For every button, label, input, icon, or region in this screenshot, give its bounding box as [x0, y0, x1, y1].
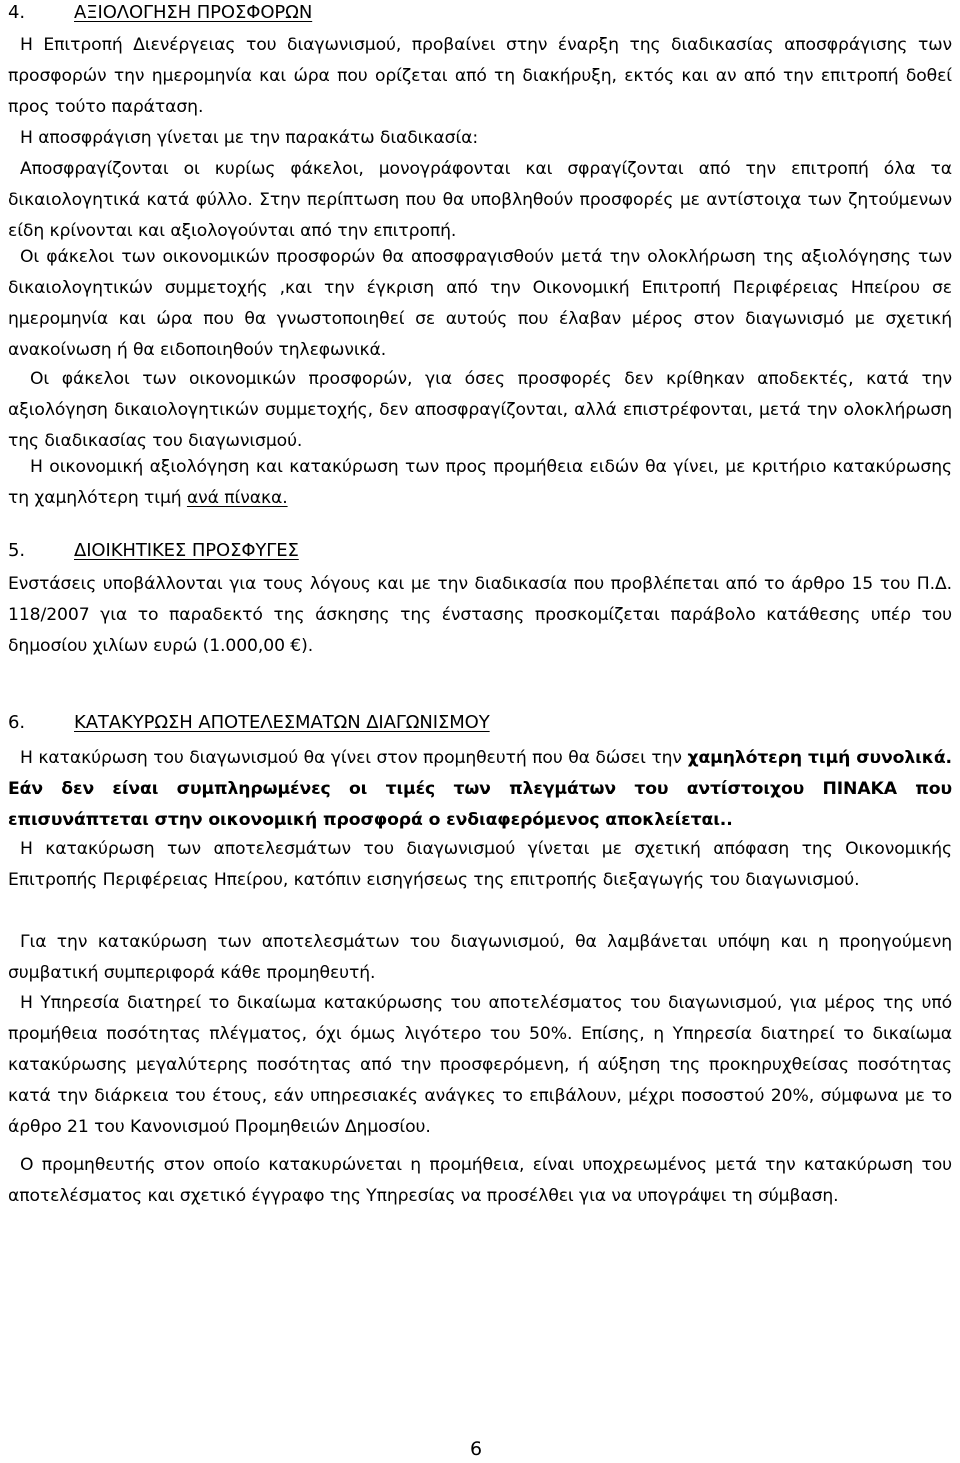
section-6-paragraph-3: Για την κατακύρωση των αποτελεσμάτων του διαγωνισμού, θα λαμβάνεται υπόψη και η προηγούμενη συμβατική συμπεριφορά κάθε προμηθευτή.	[8, 932, 952, 984]
section-6-paragraph-2: Η κατακύρωση των αποτελεσμάτων του διαγωνισμού γίνεται με σχετική απόφαση της Οικονομικής Επιτροπής Περιφέρειας Ηπείρου, κατόπιν εισηγήσεως της επιτροπής διεξαγωγής του διαγωνισμού.	[8, 839, 952, 891]
section-6-paragraph-1-part-b: χαμηλότερη τιμή συνολικά.	[687, 748, 952, 768]
section-5-heading	[8, 540, 299, 561]
section-6-paragraph-1-part-c: Εάν δεν είναι συμπληρωμένες οι τιμές των πλεγμάτων του αντίστοιχου ΠΙΝΑΚΑ που επισυνάπτεται στην οικονομική προσφορά ο ενδιαφερόμενος αποκλείεται..	[8, 779, 952, 831]
section-5-number: 5.	[8, 540, 25, 561]
page-number: 6	[470, 1438, 482, 1460]
section-4-paragraph-3-part-b: Στην περίπτωση που θα υποβληθούν προσφορές με αντίστοιχα των ζητούμενων είδη κρίνονται και αξιολογούνται από την επιτροπή.	[8, 190, 952, 242]
section-4-paragraph-2: Η αποσφράγιση γίνεται με την παρακάτω διαδικασία:	[20, 128, 479, 148]
section-4-paragraph-3	[8, 154, 952, 247]
section-4-heading	[8, 2, 312, 23]
section-4-paragraph-6-part-b: ανά πίνακα.	[186, 488, 288, 509]
section-4-paragraph-3-part-a: Αποσφραγίζονται οι κυρίως φάκελοι, μονογράφονται και σφραγίζονται από την επιτροπή όλα τα δικαιολογητικά κατά φύλλο.	[8, 159, 952, 211]
section-6-paragraph-4: Η Υπηρεσία διατηρεί το δικαίωμα κατακύρωσης του αποτελέσματος του διαγωνισμού, για μέρος της υπό προμήθεια ποσότητας πλέγματος, όχι όμως λιγότερο του 50%. Επίσης, η Υπηρεσία διατηρεί το δικαίωμα κατακύρωσης μεγαλύτερης ποσότητας από την προσφερόμενη, ή αύξηση της προκηρυχθείσας ποσότητας κατά την διάρκεια του έτους, εάν υπηρεσιακές ανάγκες το επιβάλουν, μέχρι ποσοστού 20%, σύμφωνα με το άρθρο 21 του Κανονισμού Προμηθειών Δημοσίου.	[8, 993, 952, 1138]
section-4-paragraph-6-part-a: Η οικονομική αξιολόγηση και κατακύρωση των προς προμήθεια ειδών θα γίνει, με κριτήριο κατακύρωσης τη χαμηλότερη τιμή	[8, 457, 952, 509]
section-4-number: 4.	[8, 2, 25, 23]
section-6-title: ΚΑΤΑΚΥΡΩΣΗ ΑΠΟΤΕΛΕΣΜΑΤΩΝ ΔΙΑΓΩΝΙΣΜΟΥ	[74, 712, 490, 733]
section-5-paragraph-1: Ενστάσεις υποβάλλονται για τους λόγους και με την διαδικασία που προβλέπεται από το άρθρο 15 του Π.Δ. 118/2007 για το παραδεκτό της άσκησης της ένστασης προσκομίζεται παράβολο κατάθεσης υπέρ του δημοσίου χιλίων ευρώ (1.000,00 €).	[8, 574, 952, 657]
section-4-title: ΑΞΙΟΛΟΓΗΣΗ ΠΡΟΣΦΟΡΩΝ	[74, 2, 313, 23]
section-5-title: ΔΙΟΙΚΗΤΙΚΕΣ ΠΡΟΣΦΥΓΕΣ	[74, 540, 299, 561]
section-6-heading	[8, 712, 490, 733]
section-4-paragraph-5: Οι φάκελοι των οικονομικών προσφορών, για όσες προσφορές δεν κρίθηκαν αποδεκτές, κατά την αξιολόγηση δικαιολογητικών συμμετοχής, δεν αποσφραγίζονται, αλλά επιστρέφονται, μετά την ολοκλήρωση της διαδικασίας του διαγωνισμού.	[8, 369, 952, 452]
section-6-paragraph-1	[8, 743, 952, 836]
section-6-paragraph-1-part-a: Η κατακύρωση του διαγωνισμού θα γίνει στον προμηθευτή που θα δώσει την	[20, 748, 682, 768]
section-4-paragraph-1: Η Επιτροπή Διενέργειας του διαγωνισμού, προβαίνει στην έναρξη της διαδικασίας αποσφράγισης των προσφορών την ημερομηνία και ώρα που ορίζεται από τη διακήρυξη, εκτός και αν από την επιτροπή δοθεί προς τούτο παράταση.	[8, 35, 952, 118]
section-4-paragraph-4: Οι φάκελοι των οικονομικών προσφορών θα αποσφραγισθούν μετά την ολοκλήρωση της αξιολόγησης των δικαιολογητικών συμμετοχής ,και την έγκριση από την Οικονομική Επιτροπή Περιφέρειας Ηπείρου σε ημερομηνία και ώρα που θα γνωστοποιηθεί σε αυτούς που έλαβαν μέρος στον διαγωνισμό με σχετική ανακοίνωση ή θα ειδοποιηθούν τηλεφωνικά.	[8, 247, 952, 361]
section-6-number: 6.	[8, 712, 25, 733]
section-6-paragraph-5: Ο προμηθευτής στον οποίο κατακυρώνεται η προμήθεια, είναι υποχρεωμένος μετά την κατακύρωση του αποτελέσματος και σχετικό έγγραφο της Υπηρεσίας να προσέλθει για να υπογράψει τη σύμβαση.	[8, 1155, 952, 1207]
section-4-paragraph-6	[8, 452, 952, 514]
